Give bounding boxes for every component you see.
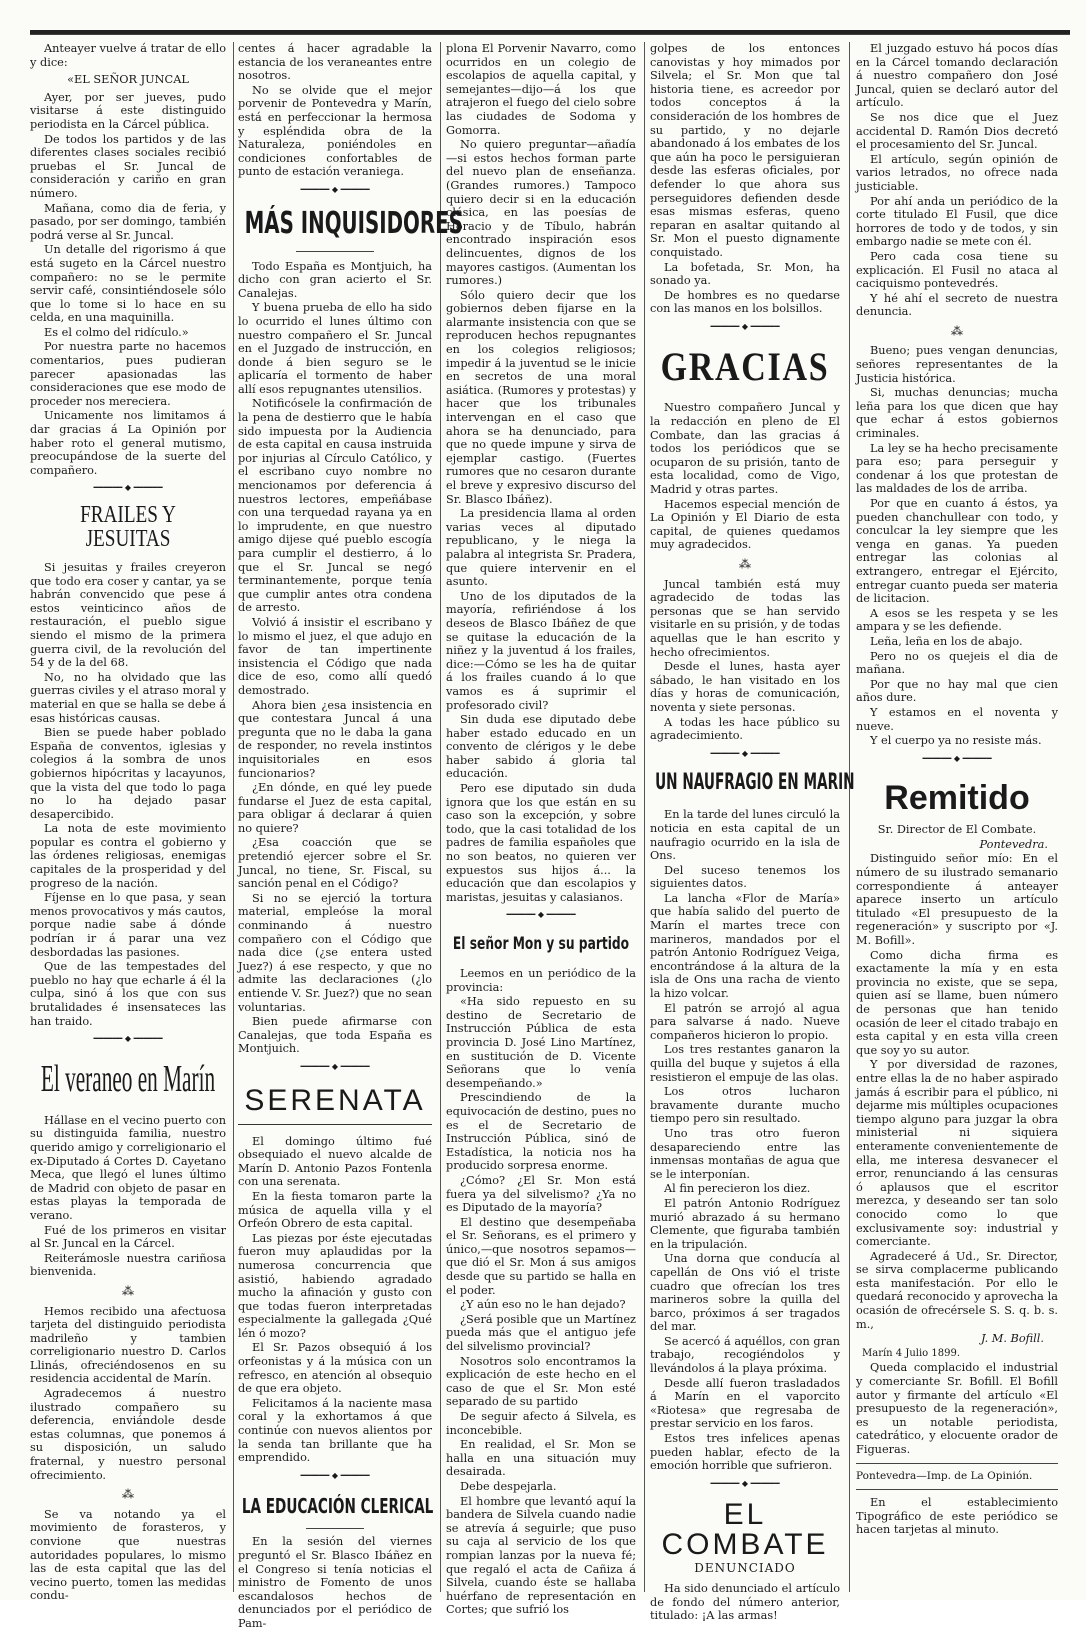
paragraph: Por que en cuanto á éstos, ya pueden chanchullear con todo, y conculcar la ley siempre que les venga en ganas. Ya pueden entregar las colonias al extrangero, entregar el Ejército, entregar cuanto pueda ser materia de licitacion.: [856, 497, 1058, 606]
frailes-headline: FRAILES Y JESUITAS: [80, 502, 176, 552]
paragraph: De seguir afecto á Silvela, es inconcebible.: [446, 1410, 636, 1437]
paragraph: El destino que desempeñaba el Sr. Señorans, es el primero y único,—que nosotros sepamos—que dió el Sr. Mon á sus amigos desde que su partido se halla en el poder.: [446, 1215, 636, 1297]
paragraph: Felicitamos á la naciente masa coral y la exhortamos á que continúe con nuevos alientos por la senda tan brillante que ha emprendido.: [238, 1396, 432, 1465]
serenata-headline: SERENATA: [238, 1086, 432, 1125]
veraneo-headline: El veraneo en Marín: [40, 1057, 216, 1100]
paragraph: La nota de este movimiento popular es contra el gobierno y las órdenes religiosas, enemigas capitales de la prosperidad y del progreso de la nación.: [30, 822, 226, 890]
asterism-icon: ⁂: [122, 1283, 134, 1298]
paragraph: golpes de los entonces canovistas y hoy mimados por Silvela; el Sr. Mon que tal historia tiene, es acreedor por todos conceptos á la consideración de los hombres de su partido, y no dejarle abandonado á los embates de los que aún ha poco le persiguieran desde las esferas oficiales, por defender lo que ahora sus perseguidores defienden desde esas mismas esferas, queno reparan en asaltar quitando al Sr. Mon el puesto dignamente conquistado.: [650, 42, 840, 259]
intro-text: Anteayer vuelve á tratar de ello y dice:: [30, 42, 226, 69]
separator: [30, 481, 226, 495]
paragraph: Fíjense en lo que pasa, y sean menos provocativos y más cautos, porque nadie sabe á dónde podrían ir á parar una vez desbordadas las pasiones.: [30, 891, 226, 959]
paragraph: plona El Porvenir Navarro, como ocurridos en un colegio de escolapios de aquella capital, y semejantes—dijo—á los que atrajeron el fuego del cielo sobre las ciudades de Sodoma y Gomorra.: [446, 42, 636, 137]
paragraph: El hombre que levantó aquí la bandera de Silvela cuando nadie se atrevía á seguirle; que puso su caja al servicio de los que rompian lanzas por la nueva fé; que regaló el acta de Cañiza á Silvela, cuando éste se hallaba huérfano de representación en Cortes; que sufrió los: [446, 1494, 636, 1617]
column-divider: [644, 42, 645, 1592]
paragraph: La presidencia llama al orden varias veces al diputado republicano, y le niega la palabra al integrista Sr. Pradera, que quiere intervenir en el asunto.: [446, 507, 636, 589]
paragraph: Si jesuitas y frailes creyeron que todo era coser y cantar, ya se habrán convencido que pese á estos veinticinco años de restauración, el pueblo sigue siendo el mismo de la primera guerra civil, de la revolución del 54 y de la del 68.: [30, 561, 226, 670]
paragraph: El juzgado estuvo há pocos días en la Cárcel tomando declaración á nuestro compañero don José Juncal, quien se declaró autor del artículo.: [856, 42, 1058, 110]
paragraph: La ley se ha hecho precisamente para eso; para perseguir y condenar á los que protestan de las maldades de los de arriba.: [856, 441, 1058, 496]
paragraph: Uno tras otro fueron desapareciendo entre las inmensas montañas de agua que se le interponían.: [650, 1126, 840, 1181]
paragraph: Ayer, por ser jueves, pudo visitarse á este distinguido periodista en la Cárcel pública.: [30, 90, 226, 131]
paragraph: Volvió á insistir el escribano y lo mismo el juez, el que adujo en favor de tan impertinente insistencia el Código que nada dice de eso, como allí quedó demostrado.: [238, 615, 432, 697]
separator: [238, 1469, 432, 1483]
paragraph: Desde el lunes, hasta ayer sábado, le han visitado en los días y horas de comunicación, noventa y siete personas.: [650, 660, 840, 714]
paragraph: No quiero preguntar—añadía—si estos hechos forman parte del nuevo plan de enseñanza. (Grandes rumores.) Tampoco quiero decir si en la educación clásica, en las poesías de Horacio y de Tíbulo, habrán encontrado inspiración esos delincuentes, dignos de los mayores castigos. (Aumentan los rumores.): [446, 138, 636, 288]
paragraph: Las piezas por éste ejecutadas fueron muy aplaudidas por la numerosa concurrencia que asistió, habiendo agradado mucho la afinación y gusto con que todas fueron interpretadas especialmente la gallegada ¿Qué lén ó mozo?: [238, 1231, 432, 1340]
column-divider: [233, 42, 234, 1592]
separator: [650, 1477, 840, 1491]
paragraph: A todas les hace público su agradecimiento.: [650, 715, 840, 743]
paragraph: De hombres es no quedarse con las manos en los bolsillos.: [650, 288, 840, 316]
gracias-headline: GRACIAS: [660, 344, 830, 390]
remitido-place: Pontevedra.: [979, 837, 1048, 851]
paragraph: Bien puede afirmarse con Canalejas, que toda España es Montjuich.: [238, 1015, 432, 1056]
paragraph: Los otros lucharon bravamente durante mucho tiempo pero sin resultado.: [650, 1085, 840, 1126]
paragraph: Bueno; pues vengan denuncias, señores representantes de la Justicia histórica.: [856, 344, 1058, 385]
paragraph: Y por diversidad de razones, entre ellas la de no haber aspirado jamás á escribir para el público, ni dejarme mis múltiples ocupaciones tiempo alguno para juzgar la obra ministerial ni siquiera enteramente convenientemente de ella, me interesa desvanecer el error, renunciando á las censuras ó aplausos que el escritor merezca, y deseando ser tan solo conocido como lo que exclusivamente soy: industrial y comerciante.: [856, 1058, 1058, 1249]
paragraph: Uno de los diputados de la mayoría, refiriéndose á los deseos de Blasco Ibáñez de que se quitase la educación de la niñez y la juventud á los frailes, dice:—Cómo se les ha de quitar á los frailes cuando á lo que vamos es á suprimir el profesorado civil?: [446, 589, 636, 712]
paragraph: El Sr. Pazos obsequió á los orfeonistas y á la música con un refresco, en atención al obsequio de que era objeto.: [238, 1341, 432, 1396]
column-2: [238, 42, 463, 1630]
paragraph: Unicamente nos limitamos á dar gracias á La Opinión por haber roto el general mutismo, preocupándose de la suerte del compañero.: [30, 409, 226, 477]
column-3: [446, 42, 636, 1617]
paragraph: A esos se les respeta y se les ampara y se les defiende.: [856, 606, 1058, 634]
column-divider: [440, 42, 441, 1592]
paragraph: Los tres restantes ganaron la quilla del buque y sujetos á ella resistieron el empuje de las olas.: [650, 1043, 840, 1084]
paragraph: Del suceso tenemos los siguientes datos.: [650, 863, 840, 891]
column-divider: [849, 42, 850, 1592]
paragraph: Pero no os quejeis el dia de mañana.: [856, 649, 1058, 677]
paragraph: ¿Será posible que un Martínez pueda más que el antiguo jefe del silvelismo provincial?: [446, 1312, 636, 1354]
paragraph: Desde allí fueron trasladados á Marín en el vaporcito «Riotesa» que regresaba de prestar servicio en los faros.: [650, 1376, 840, 1431]
paragraph: Juncal también está muy agradecido de todas las personas que se han servido visitarle en su prisión, y de todas aquellas que le han escrito y hecho ofrecimientos.: [650, 577, 840, 659]
paragraph: Como dicha firma es exactamente la mía y en esta provincia no existe, que se sepa, quien así se llame, buen número de personas que han tenido ocasión de leer el citado trabajo en esta capital y en esta villa creen que soy yo su autor.: [856, 948, 1058, 1057]
paragraph: Prescindiendo de la equivocación de destino, pues no es el de Secretario de Instrucción Pública, sinó de Estadística, la noticia nos ha producido sorpresa enorme.: [446, 1091, 636, 1173]
inquisidores-headline: MÁS INQUISIDORES: [244, 205, 463, 241]
paragraph: El domingo último fué obsequiado el nuevo alcalde de Marín D. Antonio Pazos Fontenla con una serenata.: [238, 1134, 432, 1189]
paragraph: Si, muchas denuncias; mucha leña para los que dicen que hay que echar á estos gobiernos criminales.: [856, 386, 1058, 441]
paragraph: Se va notando ya el movimiento de forasteros, y convione que nuestras autoridades populares, lo mismo las de esta capital que las del vecino puerto, tomen las medidas condu-: [30, 1507, 226, 1603]
paragraph: De todos los partidos y de las diferentes clases sociales recibió pruebas el Sr. Juncal de consideración y cariño en gran número.: [30, 132, 226, 200]
separator: [238, 183, 432, 197]
paragraph: Que de las tempestades del pueblo no hay que echarle á él la culpa, sinó á los que con sus brutalidades é insensateces las han traido.: [30, 960, 226, 1028]
asterism-icon: ⁂: [739, 557, 751, 571]
imprenta-line: Pontevedra—Imp. de La Opinión.: [856, 1469, 1033, 1482]
remitido-signature: J. M. Bofill.: [980, 1332, 1044, 1346]
paragraph: El patrón Antonio Rodríguez murió abrazado á su hermano Clemente, que figuraba también en la tripulación.: [650, 1196, 840, 1251]
top-rule: [30, 30, 1070, 35]
paragraph: Pero ese diputado sin duda ignora que los que están en su caso son la excepción, y sobre todo, que la casi totalidad de los padres de familia españoles que no son beatos, no quieren ver expuestos sus hijos á... la educación que dan escolapios y maristas, jesuitas y calasianos.: [446, 782, 636, 904]
separator: [650, 320, 840, 334]
paragraph: ¿Esa coacción que se pretendió ejercer sobre el Sr. Juncal, no tiene, Sr. Fiscal, su sanción penal en el Código?: [238, 836, 432, 891]
paragraph: Un detalle del rigorismo á que está sugeto en la Cárcel nuestro compañero: no se le permite servir café, consintiéndosele sólo que lo tome si lo hace en su celda, en una maquinilla.: [30, 243, 226, 325]
paragraph: ¿En dónde, en qué ley puede fundarse el Juez de esta capital, para obligar á declarar á quien no quiere?: [238, 781, 432, 835]
paragraph: Una dorna que conducía al capellán de Ons vió el triste cuadro que ofrecían los tres marineros sobre la quilla del barco, próximos á ser tragados del mar.: [650, 1252, 840, 1334]
column-1: [30, 42, 226, 1603]
combate-headline: EL COMBATE: [661, 1498, 829, 1562]
paragraph: Es el colmo del ridículo.»: [44, 325, 189, 339]
rule: [856, 1463, 1058, 1464]
separator: [446, 908, 636, 922]
paragraph: Leemos en un periódico de la provincia:: [446, 967, 636, 994]
paragraph: Agradeceré á Ud., Sr. Director, se sirva complacerme publicando esta manifestación. Por ello le quedará reconocido y aprovecha la ocasión de ofrecérsele S. S. q. b. s. m.,: [856, 1249, 1058, 1331]
paragraph: Reiterámosle nuestra cariñosa bienvenida.: [30, 1251, 226, 1279]
paragraph: Si no se ejerció la tortura material, empleóse la moral conminando á nuestro compañero con el Código que nada dice (¿se entera usted Juez?) á ese respecto, y que no admite las declaraciones (¿lo entiende V. Sr. Juez?) que no sean voluntarias.: [238, 891, 432, 1014]
paragraph: Al fin perecieron los diez.: [664, 1182, 811, 1196]
paragraph: Bien se puede haber poblado España de conventos, iglesias y colegios á la sombra de unos gobiernos hipócritas y lacayunos, que la vista del que todo lo paga no lo ha dejado pasar desapercibido.: [30, 726, 226, 821]
separator: [650, 747, 840, 761]
paragraph: No, no ha olvidado que las guerras civiles y el atraso moral y material en que se halla se debe á esas históricas causas.: [30, 670, 226, 725]
paragraph: En el establecimiento Tipográfico de este periódico se hacen tarjetas al minuto.: [856, 1496, 1058, 1537]
paragraph: «Ha sido repuesto en su destino de Secretario de Instrucción Pública de esta provincia D. José Lino Martínez, en sustitución de D. Vicente Señorans que lo venía desempeñando.»: [446, 995, 636, 1090]
paragraph: Agradecemos á nuestro ilustrado compañero su deferencia, enviándole desde estas columnas, que ponemos á su disposición, un saludo fraternal, y nuestro personal ofrecimiento.: [30, 1387, 226, 1482]
remitido-salute: Sr. Director de El Combate.: [877, 823, 1037, 837]
asterism-icon: ⁂: [951, 323, 963, 338]
paragraph: centes á hacer agradable la estancia de los veraneantes entre nosotros.: [238, 42, 432, 83]
combate-subtitle: DENUNCIADO: [694, 1561, 796, 1576]
paragraph: Sin duda ese diputado debe haber estado educado en un convento de clérigos y le debe haber sabido á gloria tal educación.: [446, 713, 636, 781]
paragraph: En la sesión del viernes preguntó el Sr. Blasco Ibáñez en el Congreso si tenía noticias el ministro de Fomento de unos escandalosos hechos de denunciados por el periódico de Pam-: [238, 1535, 432, 1630]
paragraph: Ahora bien ¿esa insistencia en que contestara Juncal á una pregunta que no le daba la gana de responder, no revela instintos inquisitoriales en esos funcionarios?: [238, 698, 432, 780]
separator: [238, 1060, 432, 1074]
paragraph: Fué de los primeros en visitar al Sr. Juncal en la Cárcel.: [30, 1223, 226, 1251]
quote-title: «EL SEÑOR JUNCAL: [67, 73, 189, 87]
remitido-date: Marín 4 Julio 1899.: [862, 1347, 961, 1359]
paragraph: Sólo quiero decir que los gobiernos deben fijarse en la alarmante insistencia con que se reproducen hechos repugnantes en los colegios religiosos; impedir á la juventud se le inicie en secretos de una moral asiática. (Rumores y protestas) y hacer que los tribunales intervengan en el caso que ahora se ha denunciado, para que no quede impune y sirva de ejemplar castigo. (Fuertes rumores que no cesaron durante el breve y expresivo discurso del Sr. Blasco Ibáñez).: [446, 288, 636, 506]
paragraph: Distinguido señor mío: En el número de su ilustrado semanario correspondiente á anteayer aparece inserto un artículo titulado «El presupuesto de la regeneración» y suscripto por «J. M. Bofill».: [856, 852, 1058, 948]
paragraph: Por nuestra parte no hacemos comentarios, pues pudieran parecer apasionadas las consideraciones que ese modo de proceder nos mereciera.: [30, 340, 226, 408]
paragraph: El artículo, según opinión de varios letrados, no ofrece nada justiciable.: [856, 152, 1058, 193]
paragraph: Y hé ahí el secreto de nuestra denuncia.: [856, 291, 1058, 319]
paragraph: Nuestro compañero Juncal y la redacción en pleno de El Combate, dan las gracias á todos los periódicos que se ocuparon de su prisión, tanto de esta localidad, como de Vigo, Madrid y otras partes.: [650, 401, 840, 497]
paragraph: Por que no hay mal que cien años dure.: [856, 677, 1058, 705]
paragraph: Ha sido denunciado el artículo de fondo del número anterior, titulado: ¡A las armas!: [650, 1582, 840, 1623]
remitido-headline: Remitido: [884, 779, 1030, 818]
paragraph: Todo España es Montjuich, ha dicho con gran acierto el Sr. Canalejas.: [238, 259, 432, 300]
paragraph: Pero cada cosa tiene su explicación. El Fusil no ataca al caciquismo pontevedrés.: [856, 249, 1058, 291]
short-rule: [296, 251, 374, 252]
paragraph: El patrón se arrojó al agua para salvarse á nado. Nueve compañeros hicieron lo propio.: [650, 1001, 840, 1042]
paragraph: Y el cuerpo ya no resiste más.: [870, 734, 1042, 748]
rule: [856, 1489, 1058, 1490]
separator: [856, 752, 1058, 766]
paragraph: No se olvide que el mejor porvenir de Pontevedra y Marín, está en perfeccionar la hermosa y espléndida obra de la Naturaleza, poniéndoles en condiciones confortables de punto de estación veraniega.: [238, 83, 432, 179]
paragraph: Debe despejarla.: [460, 1479, 557, 1493]
paragraph: Por ahí anda un periódico de la corte titulado El Fusil, que dice horrores de todo y de todos, y sin embargo nadie se mete con él.: [856, 194, 1058, 249]
column-5: [856, 42, 1058, 1592]
paragraph: Hállase en el vecino puerto con su distinguida familia, nuestro querido amigo y correligionario el ex-Diputado á Cortes D. Cayetano Meca, que llegó el lunes último de Madrid con objeto de pasar en estas playas la temporada de verano.: [30, 1113, 226, 1222]
paragraph: Nosotros solo encontramos la explicación de este hecho en el caso de que el Sr. Mon esté separado de su partido: [446, 1354, 636, 1409]
paragraph: Hemos recibido una afectuosa tarjeta del distinguido periodista madrileño y tambien correligionario nuestro D. Carlos Llinás, ofreciéndosenos en su residencia accidental de Marín.: [30, 1304, 226, 1386]
paragraph: Estos tres infelices apenas pueden hablar, efecto de la emoción horrible que sufrieron.: [650, 1432, 840, 1473]
paragraph: Queda complacido el industrial y comerciante Sr. Bofill. El Bofill autor y firmante del artículo «El presupuesto de la regeneración», es un notable periodista, catedrático, y elocuente orador de Figueras.: [856, 1361, 1058, 1456]
paragraph: Se acercó á aquéllos, con gran trabajo, recogiéndolos y llevándolos á la playa próxima.: [650, 1334, 840, 1376]
paragraph: Y buena prueba de ello ha sido lo ocurrido el lunes último con nuestro compañero el Sr. Juncal en el Juzgado de instrucción, en donde á bien seguro se le aplicaría el tormento de haber allí esos repugnantes utensilios.: [238, 301, 432, 396]
column-4: [650, 42, 855, 1623]
paragraph: En la tarde del lunes circuló la noticia en esta capital de un naufragio ocurrido en la isla de Ons.: [650, 808, 840, 863]
paragraph: Leña, leña en los de abajo.: [870, 634, 1023, 648]
mon-headline: El señor Mon y su partido: [452, 934, 630, 954]
paragraph: Mañana, como dia de feria, y pasado, por ser domingo, también podrá verse al Sr. Juncal.: [30, 201, 226, 242]
paragraph: ¿Cómo? ¿El Sr. Mon está fuera ya del silvelismo? ¿Ya no es Diputado de la mayoría?: [446, 1173, 636, 1215]
paragraph: Hacemos especial mención de La Opinión y El Diario de esta capital, de quienes quedamos muy agradecidos.: [650, 497, 840, 552]
asterism-icon: ⁂: [122, 1487, 134, 1502]
paragraph: La lancha «Flor de María» que había salido del puerto de Marín el martes trece con marineros, mandados por el patrón Antonio Rodríguez Veiga, encontrándose á la altura de la isla de Ons una racha de viento la hizo volcar.: [650, 891, 840, 1001]
paragraph: ¿Y aún eso no le han dejado?: [460, 1298, 626, 1312]
paragraph: Y estamos en el noventa y nueve.: [856, 705, 1058, 733]
paragraph: En realidad, el Sr. Mon se halla en una situación muy desairada.: [446, 1438, 636, 1479]
paragraph: La bofetada, Sr. Mon, ha sonado ya.: [650, 260, 840, 288]
paragraph: Se nos dice que el Juez accidental D. Ramón Dios decretó el procesamiento del Sr. Juncal.: [856, 110, 1058, 152]
educacion-headline: LA EDUCACIÓN CLERICAL: [241, 1494, 434, 1519]
separator: [30, 1032, 226, 1046]
naufragio-headline: UN NAUFRAGIO EN MARIN: [655, 770, 855, 796]
short-rule: [306, 1528, 364, 1529]
paragraph: En la fiesta tomaron parte la música de aquella villa y el Orfeón Obrero de esta capital.: [238, 1189, 432, 1231]
paragraph: Notificósele la confirmación de la pena de destierro que le había sido impuesta por la Audiencia de esta capital en causa instruida por injurias al Círculo Católico, y el escribano cuyo nombre no mencionamos por deferencia á nuestros lectores, empeñábase con una terquedad rayana ya en lo imprudente, en que nuestro amigo dijese qué pueblo escogía para cumplir el destierro, á lo que el Sr. Juncal se negó terminantemente, porque tenía que cumplir antes otra condena de arresto.: [238, 397, 432, 615]
